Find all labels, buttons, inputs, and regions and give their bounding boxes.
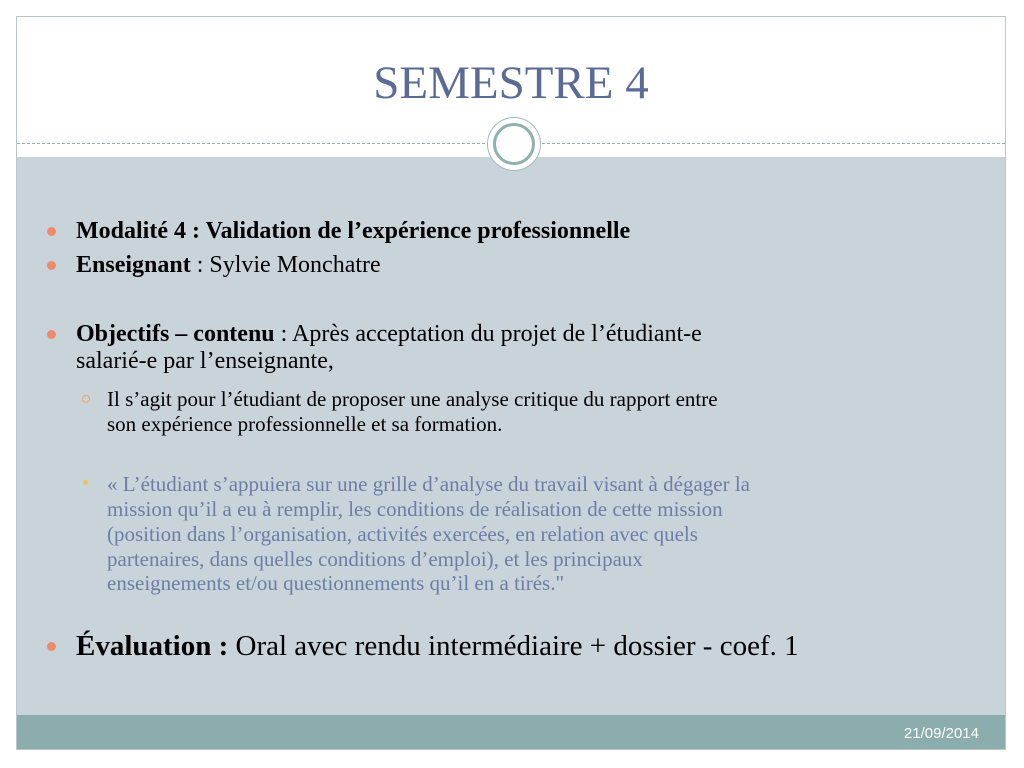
footer-date: 21/09/2014 bbox=[903, 725, 979, 742]
quote-line-5: enseignements et/ou questionnements qu’il en a tirés." bbox=[107, 571, 565, 595]
quote-line-2: mission qu’il a eu à remplir, les conditions de réalisation de cette mission bbox=[107, 497, 723, 521]
sub-item-line-2: son expérience professionnelle et sa formation. bbox=[107, 412, 503, 436]
quote-line-4: partenaires, dans quelles conditions d’emploi), et les principaux bbox=[107, 547, 643, 571]
quote-line-3: (position dans l’organisation, activités exercées, en relation avec quels bbox=[107, 522, 698, 546]
footer-bar bbox=[17, 715, 1005, 750]
slide-title: SEMESTRE 4 bbox=[373, 57, 649, 109]
bullet-icon bbox=[47, 261, 56, 270]
bullet-icon bbox=[47, 642, 56, 651]
objectifs-text-1: Après acceptation du projet de l’étudiant-e bbox=[292, 321, 702, 347]
circle-ornament-inner bbox=[493, 123, 535, 165]
evaluation-line bbox=[76, 630, 799, 662]
modalite-line bbox=[76, 217, 630, 245]
objectifs-label: Objectifs – contenu bbox=[76, 321, 275, 347]
objectifs-text-2: salarié-e par l’enseignante, bbox=[76, 348, 334, 374]
content-area bbox=[17, 157, 1005, 715]
quote-line-1: « L’étudiant s’appuiera sur une grille d’analyse du travail visant à dégager la bbox=[107, 472, 750, 496]
enseignant-line bbox=[76, 251, 381, 279]
enseignant-name: Sylvie Monchatre bbox=[209, 252, 381, 278]
enseignant-label: Enseignant bbox=[76, 252, 191, 278]
enseignant-sep: : bbox=[190, 252, 210, 278]
bullet-icon bbox=[47, 227, 56, 236]
ring-bullet-icon bbox=[82, 395, 90, 403]
modalite-text: Modalité 4 : Validation de l’expérience professionnelle bbox=[76, 218, 631, 244]
dot-bullet-icon bbox=[83, 480, 88, 485]
evaluation-label: Évaluation : bbox=[76, 630, 229, 662]
bullet-icon bbox=[47, 330, 56, 339]
sub-item-line-1: Il s’agit pour l’étudiant de proposer une analyse critique du rapport entre bbox=[107, 387, 718, 411]
evaluation-text: Oral avec rendu intermédiaire + dossier - coef. 1 bbox=[228, 630, 799, 662]
circle-ornament-icon bbox=[487, 117, 541, 171]
objectifs-line-1 bbox=[76, 320, 702, 348]
objectifs-sep: : bbox=[274, 321, 292, 347]
slide bbox=[16, 16, 1006, 750]
